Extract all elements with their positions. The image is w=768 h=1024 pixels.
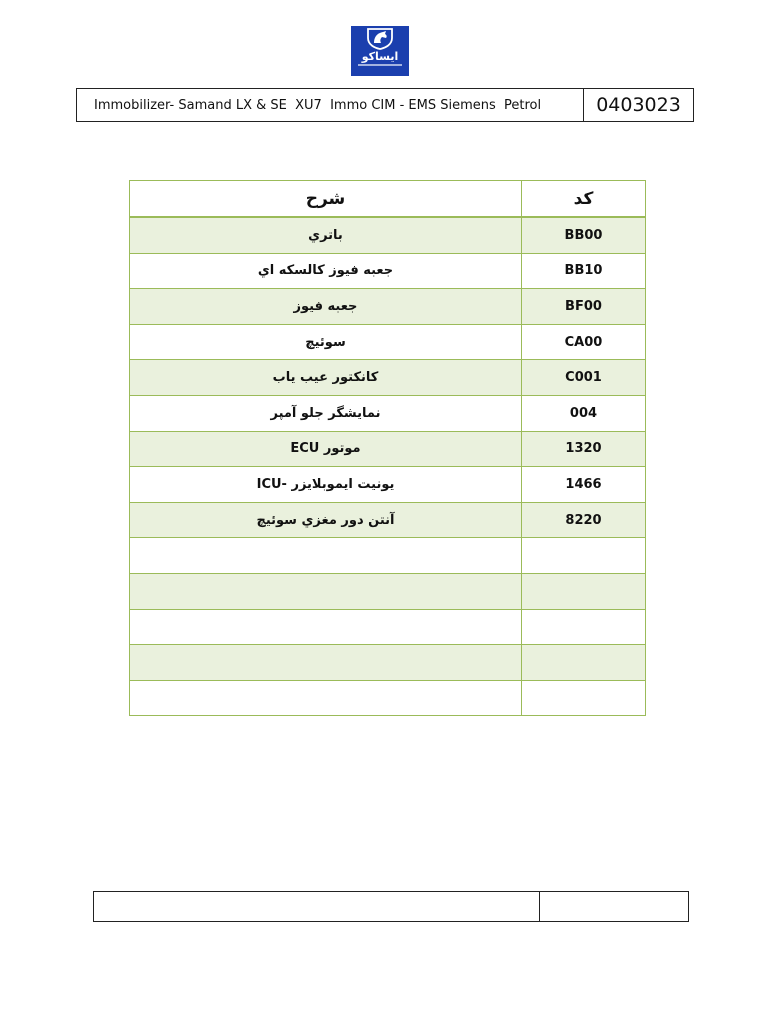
row-description: موتور ECU xyxy=(130,431,522,467)
row-description: باتري xyxy=(130,217,522,253)
table-row xyxy=(130,324,646,360)
table-row xyxy=(130,467,646,503)
row-code: 1466 xyxy=(522,467,646,503)
row-description: كانكتور عيب ياب xyxy=(130,360,522,396)
code-column-header: کد xyxy=(522,181,646,218)
logo-wordmark: ایساکو xyxy=(361,50,399,63)
table-row xyxy=(130,253,646,289)
table-header-row xyxy=(130,181,646,218)
table-row xyxy=(130,395,646,431)
row-description: يونيت ايموبلايزر -ICU xyxy=(130,467,522,503)
row-description xyxy=(130,645,522,681)
row-code: 1320 xyxy=(522,431,646,467)
row-description: جعبه فيوز كالسكه اي xyxy=(130,253,522,289)
logo-tagline xyxy=(358,64,402,66)
table-row xyxy=(130,645,646,681)
row-code xyxy=(522,538,646,574)
footer-left-cell xyxy=(94,892,540,921)
row-code: BB10 xyxy=(522,253,646,289)
table-row xyxy=(130,609,646,645)
row-description: نمايشگر جلو آمپر xyxy=(130,395,522,431)
company-logo xyxy=(351,26,409,76)
horse-head-icon xyxy=(365,26,395,50)
table-row xyxy=(130,573,646,609)
row-code: BF00 xyxy=(522,289,646,325)
table-row xyxy=(130,680,646,716)
row-description: آنتن دور مغزي سوئيچ xyxy=(130,502,522,538)
table-row xyxy=(130,431,646,467)
table-row xyxy=(130,360,646,396)
row-code: 8220 xyxy=(522,502,646,538)
row-description: جعبه فيوز xyxy=(130,289,522,325)
row-code xyxy=(522,680,646,716)
row-code: BB00 xyxy=(522,217,646,253)
document-code: 0403023 xyxy=(596,94,681,116)
row-description: سوئيچ xyxy=(130,324,522,360)
row-description xyxy=(130,573,522,609)
row-code xyxy=(522,573,646,609)
document-footer xyxy=(93,891,689,922)
row-code: CA00 xyxy=(522,324,646,360)
table-row xyxy=(130,502,646,538)
document-header xyxy=(76,88,694,122)
connector-code-table xyxy=(129,180,646,716)
footer-right-cell xyxy=(540,892,688,921)
table-row xyxy=(130,289,646,325)
description-column-header: شرح xyxy=(130,181,522,218)
row-code xyxy=(522,609,646,645)
row-code: 004 xyxy=(522,395,646,431)
row-description xyxy=(130,609,522,645)
document-title: Immobilizer- Samand LX & SE XU7 Immo CIM - EMS Siemens Petrol xyxy=(77,89,584,121)
row-description xyxy=(130,680,522,716)
row-code xyxy=(522,645,646,681)
row-code: C001 xyxy=(522,360,646,396)
table-row xyxy=(130,217,646,253)
table-row xyxy=(130,538,646,574)
row-description xyxy=(130,538,522,574)
